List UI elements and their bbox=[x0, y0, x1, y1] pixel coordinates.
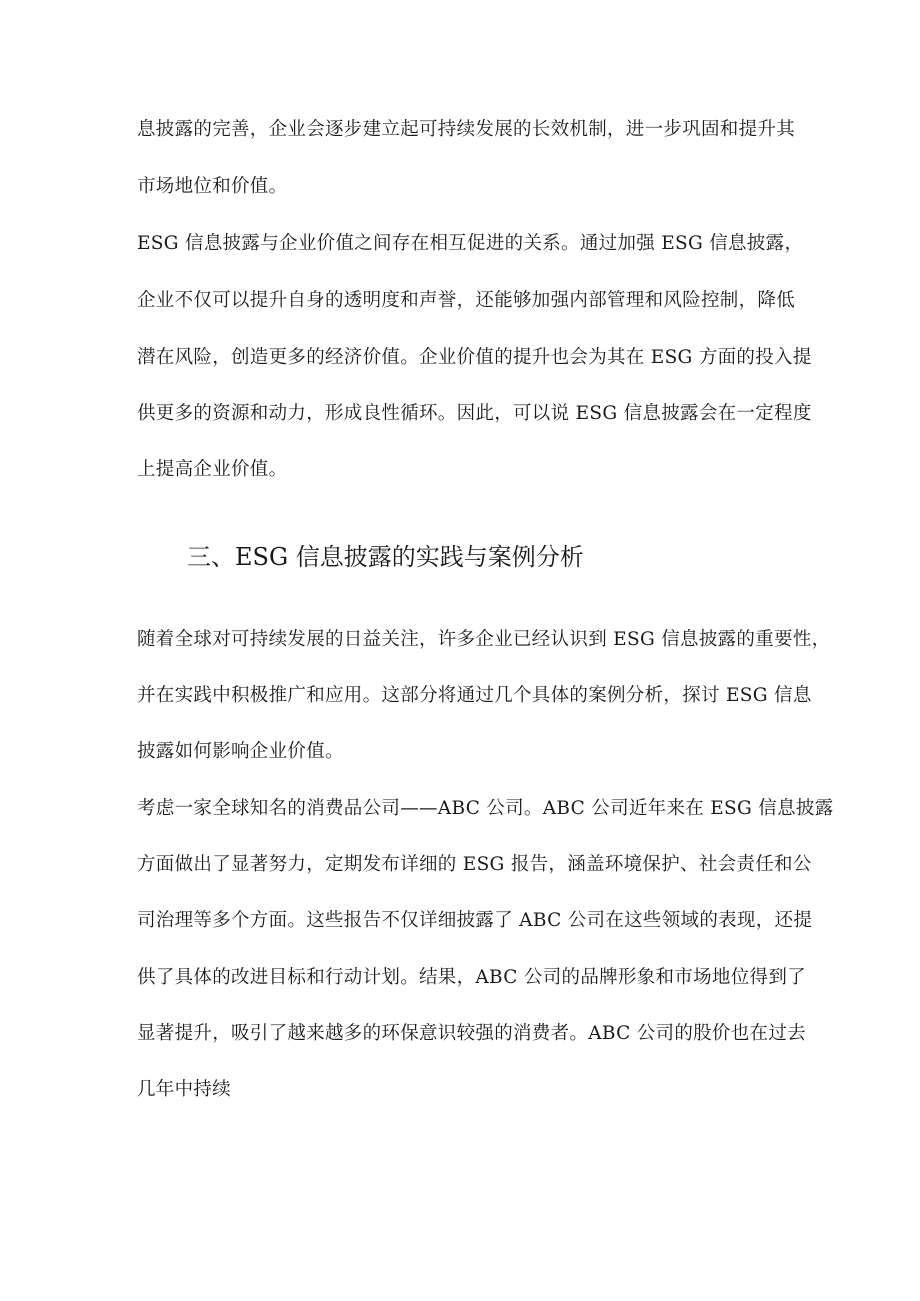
text-line: 息披露的完善，企业会逐步建立起可持续发展的长效机制，进一步巩固和提升其 bbox=[137, 119, 796, 140]
text-line: 上提高企业价值。 bbox=[137, 459, 288, 480]
text-line: 并在实践中积极推广和应用。这部分将通过几个具体的案例分析，探讨 ESG 信息 bbox=[137, 685, 812, 706]
text-line: 供了具体的改进目标和行动计划。结果，ABC 公司的品牌形象和市场地位得到了 bbox=[137, 967, 806, 988]
text-line: 随着全球对可持续发展的日益关注，许多企业已经认识到 ESG 信息披露的重要性， bbox=[137, 629, 831, 650]
text-line: 企业不仅可以提升自身的透明度和声誉，还能够加强内部管理和风险控制，降低 bbox=[137, 290, 796, 311]
text-line: 方面做出了显著努力，定期发布详细的 ESG 报告，涵盖环境保护、社会责任和公 bbox=[137, 854, 812, 875]
section-heading: 三、ESG 信息披露的实践与案例分析 bbox=[187, 543, 584, 571]
text-line: 披露如何影响企业价值。 bbox=[137, 741, 344, 762]
text-line: 几年中持续 bbox=[137, 1079, 232, 1100]
text-line: 显著提升，吸引了越来越多的环保意识较强的消费者。ABC 公司的股价也在过去 bbox=[137, 1023, 806, 1044]
text-line: 考虑一家全球知名的消费品公司——ABC 公司。ABC 公司近年来在 ESG 信息披露 bbox=[137, 798, 834, 819]
text-line: 潜在风险，创造更多的经济价值。企业价值的提升也会为其在 ESG 方面的投入提 bbox=[137, 347, 812, 368]
text-line: ESG 信息披露与企业价值之间存在相互促进的关系。通过加强 ESG 信息披露， bbox=[137, 233, 804, 254]
text-line: 供更多的资源和动力，形成良性循环。因此，可以说 ESG 信息披露会在一定程度 bbox=[137, 403, 812, 424]
text-line: 司治理等多个方面。这些报告不仅详细披露了 ABC 公司在这些领域的表现，还提 bbox=[137, 910, 813, 931]
text-line: 市场地位和价值。 bbox=[137, 176, 288, 197]
